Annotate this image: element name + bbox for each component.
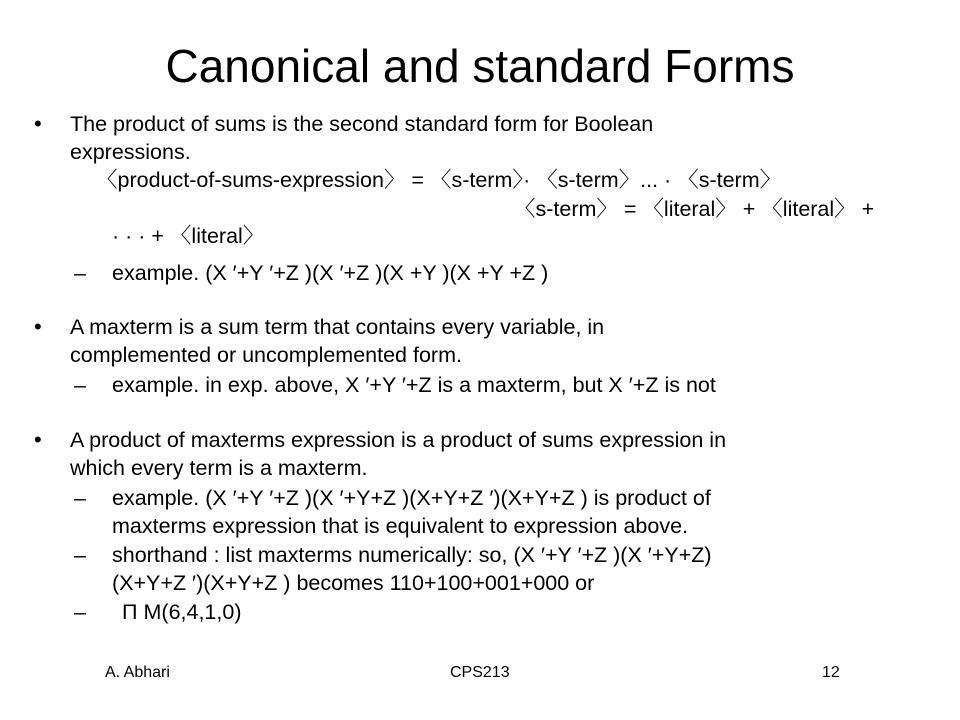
bullet-1-marker: • <box>34 111 42 136</box>
footer-page-number: 12 <box>822 664 840 681</box>
bullet-1-line-2: expressions. <box>70 140 191 164</box>
s-term-definition: 〈s-term〉 = 〈literal〉 + 〈literal〉 + <box>514 197 875 221</box>
footer-author: A. Abhari <box>105 664 170 681</box>
bullet-3-example-2-dash: – <box>74 543 86 567</box>
bullet-1-example-dash: – <box>74 261 86 285</box>
bullet-3-line-2: which every term is a maxterm. <box>70 456 368 480</box>
pos-expression-definition: 〈product-of-sums-expression〉 = 〈s-term〉· 〈s-term〉... · 〈s-term〉 <box>96 168 782 192</box>
bullet-2-line-2: complemented or uncomplemented form. <box>70 343 462 367</box>
bullet-1-line-1: The product of sums is the second standard form for Boolean <box>70 112 654 136</box>
footer-course: CPS213 <box>450 664 510 681</box>
bullet-2-line-1: A maxterm is a sum term that contains every variable, in <box>70 315 605 339</box>
bullet-2-example: example. in exp. above, X ′+Y ′+Z is a maxterm, but X ′+Z is not <box>112 373 716 397</box>
bullet-3-example-2-line-1: shorthand : list maxterms numerically: so, (X ′+Y ′+Z )(X ′+Y+Z) <box>112 543 712 567</box>
bullet-3-example-3-dash: – <box>74 600 86 624</box>
bullet-3-example-2-line-2: (X+Y+Z ′)(X+Y+Z ) becomes 110+100+001+000 or <box>112 571 595 595</box>
bullet-2-example-dash: – <box>74 373 86 397</box>
bullet-3-marker: • <box>34 427 42 452</box>
bullet-1-example: example. (X ′+Y ′+Z )(X ′+Z )(X +Y )(X +Y +Z ) <box>112 261 549 285</box>
s-term-definition-continued: · · · + 〈literal〉 <box>112 224 265 248</box>
bullet-2-marker: • <box>34 314 42 339</box>
bullet-3-example-1-line-2: maxterms expression that is equivalent to expression above. <box>112 514 689 538</box>
bullet-3-line-1: A product of maxterms expression is a product of sums expression in <box>70 428 727 452</box>
bullet-3-example-1-line-1: example. (X ′+Y ′+Z )(X ′+Y+Z )(X+Y+Z ′)(X+Y+Z ) is product of <box>112 486 711 510</box>
slide-title: Canonical and standard Forms <box>165 40 795 92</box>
product-of-maxterms-notation: Π M(6,4,1,0) <box>122 600 242 624</box>
bullet-3-example-1-dash: – <box>74 486 86 510</box>
